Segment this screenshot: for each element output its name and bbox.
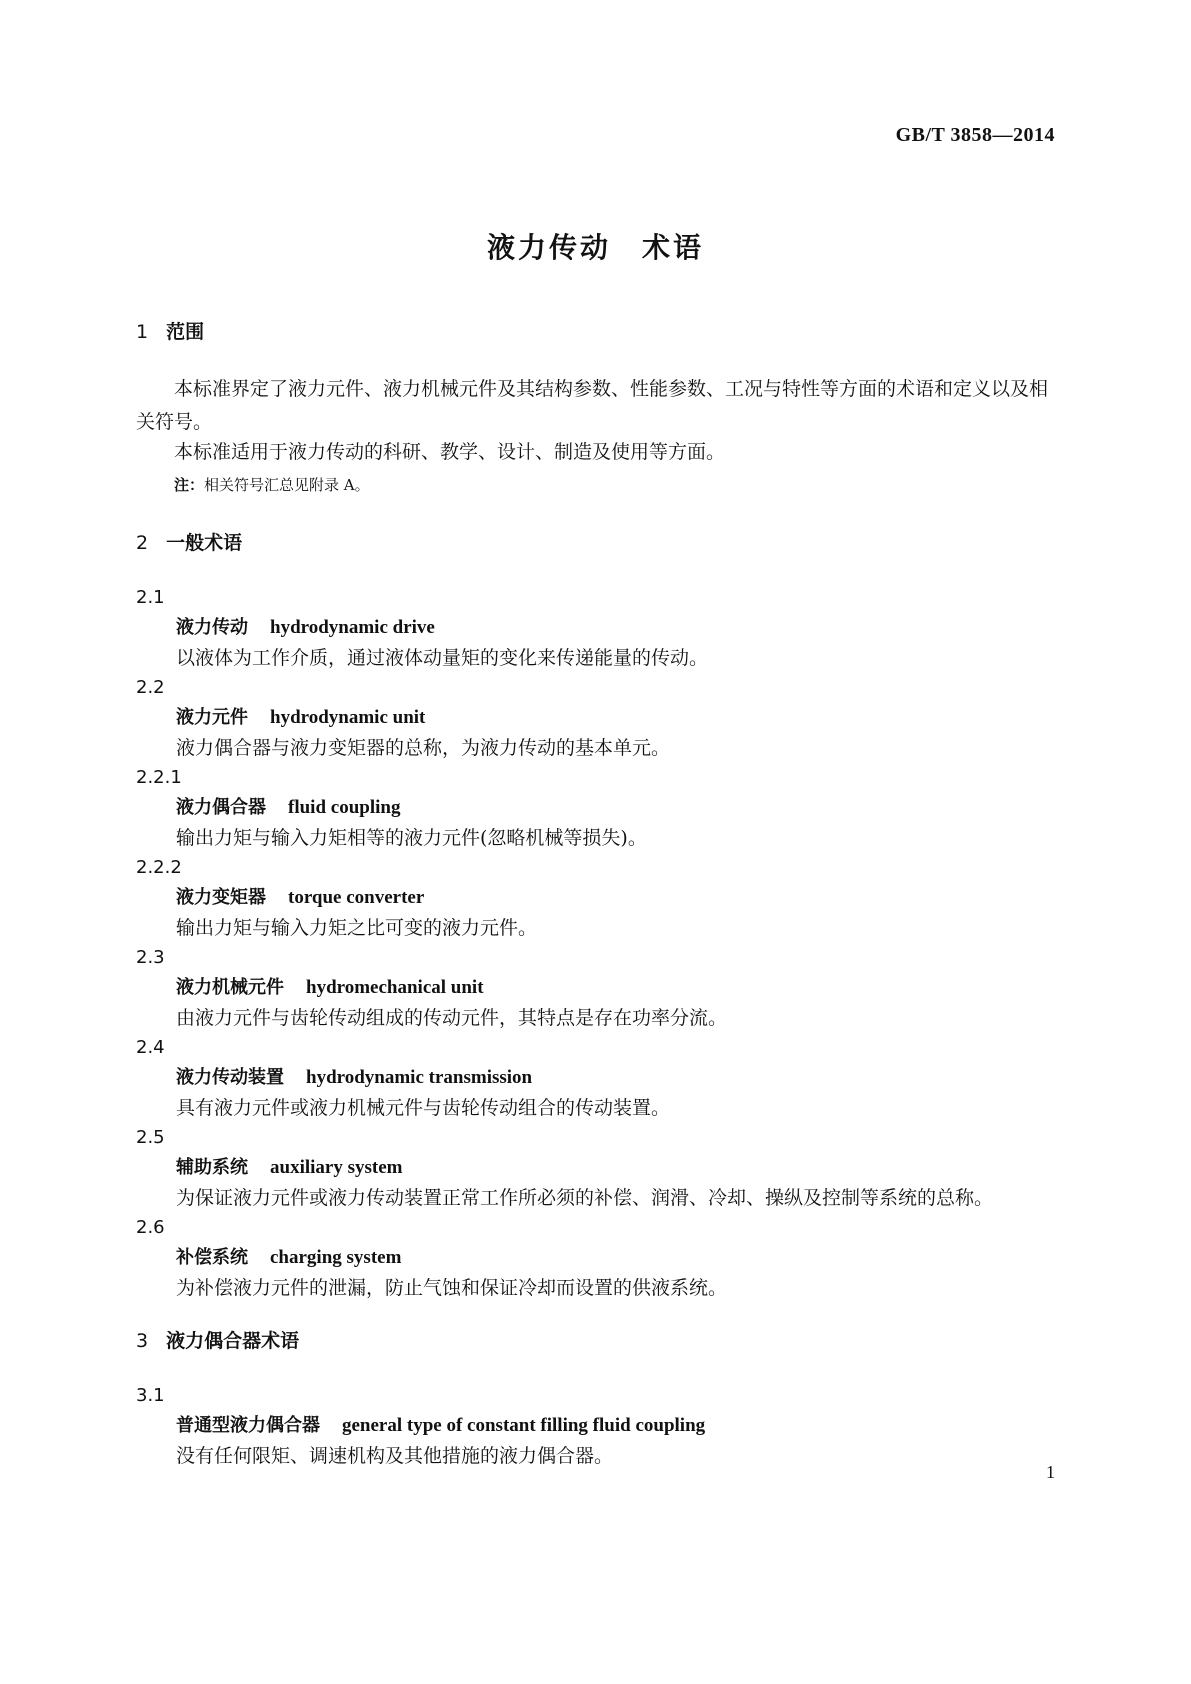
term-line <box>176 703 1056 733</box>
term-number: 2.5 <box>136 1127 165 1148</box>
term-entry <box>136 853 1056 943</box>
term-number: 2.6 <box>136 1217 165 1238</box>
term-line <box>176 883 1056 913</box>
term-chinese: 辅助系统 <box>176 1157 248 1178</box>
term-definition: 没有任何限矩、调速机构及其他措施的液力偶合器。 <box>176 1445 614 1467</box>
section-heading-fluid-coupling-terms <box>136 1327 1056 1355</box>
note-text: 相关符号汇总见附录 A。 <box>204 476 370 494</box>
term-entry <box>136 943 1056 1033</box>
term-entry <box>136 1033 1056 1123</box>
section-title: 一般术语 <box>166 532 243 554</box>
term-line <box>176 1063 1056 1093</box>
term-entry <box>136 583 1056 673</box>
term-english: hydrodynamic transmission <box>306 1067 533 1088</box>
term-line <box>176 613 1056 643</box>
term-chinese: 补偿系统 <box>176 1247 248 1268</box>
term-number: 2.2.1 <box>136 767 182 788</box>
term-number: 2.4 <box>136 1037 165 1058</box>
term-entry <box>136 673 1056 763</box>
term-chinese: 普通型液力偶合器 <box>176 1415 320 1436</box>
term-line <box>176 793 1056 823</box>
term-english: charging system <box>270 1247 402 1268</box>
term-number: 2.1 <box>136 587 165 608</box>
term-chinese: 液力机械元件 <box>176 977 284 998</box>
scope-paragraph: 本标准适用于液力传动的科研、教学、设计、制造及使用等方面。 <box>174 441 726 463</box>
term-definition: 输出力矩与输入力矩相等的液力元件(忽略机械等损失)。 <box>176 827 647 849</box>
note-label: 注： <box>174 476 205 494</box>
term-english: torque converter <box>288 887 425 908</box>
term-chinese: 液力元件 <box>176 707 248 728</box>
section-title: 范围 <box>166 321 205 343</box>
term-entry <box>136 1213 1056 1303</box>
term-number: 3.1 <box>136 1385 165 1406</box>
page-number: 1 <box>1046 1462 1055 1482</box>
term-line <box>176 1411 1056 1441</box>
term-english: hydrodynamic drive <box>270 617 435 638</box>
term-english: hydrodynamic unit <box>270 707 426 728</box>
section-number: 3 <box>136 1330 149 1352</box>
document-body <box>136 318 1056 1471</box>
term-definition: 输出力矩与输入力矩之比可变的液力元件。 <box>176 917 538 939</box>
term-definition: 由液力元件与齿轮传动组成的传动元件，其特点是存在功率分流。 <box>176 1007 728 1029</box>
term-number: 2.2.2 <box>136 857 182 878</box>
term-line <box>176 1243 1056 1273</box>
term-chinese: 液力偶合器 <box>176 797 266 818</box>
term-line <box>176 1153 1056 1183</box>
term-number: 2.2 <box>136 677 165 698</box>
term-definition: 液力偶合器与液力变矩器的总称，为液力传动的基本单元。 <box>176 737 671 759</box>
scope-paragraph: 本标准界定了液力元件、液力机械元件及其结构参数、性能参数、工况与特性等方面的术语和定义以及相关符号。 <box>136 378 1049 433</box>
section-number: 2 <box>136 532 149 554</box>
term-line <box>176 973 1056 1003</box>
document-title: 液力传动 术语 <box>486 231 704 264</box>
term-definition: 为保证液力元件或液力传动装置正常工作所必须的补偿、润滑、冷却、操纵及控制等系统的总称。 <box>176 1187 994 1209</box>
section-number: 1 <box>136 321 149 343</box>
section-title: 液力偶合器术语 <box>166 1330 300 1352</box>
term-number: 2.3 <box>136 947 165 968</box>
note <box>174 471 1056 499</box>
term-definition: 具有液力元件或液力机械元件与齿轮传动组合的传动装置。 <box>176 1097 671 1119</box>
section-heading-general-terms <box>136 529 1056 557</box>
term-entry <box>136 1381 1056 1471</box>
term-english: fluid coupling <box>288 797 401 818</box>
term-english: general type of constant filling fluid coupling <box>342 1415 706 1436</box>
standard-code: GB/T 3858—2014 <box>895 124 1055 146</box>
section-heading-scope <box>136 318 1056 346</box>
term-definition: 以液体为工作介质，通过液体动量矩的变化来传递能量的传动。 <box>176 647 709 669</box>
term-chinese: 液力变矩器 <box>176 887 266 908</box>
term-entry <box>136 763 1056 853</box>
term-english: hydromechanical unit <box>306 977 484 998</box>
term-definition: 为补偿液力元件的泄漏，防止气蚀和保证冷却而设置的供液系统。 <box>176 1277 728 1299</box>
term-entry <box>136 1123 1056 1213</box>
term-english: auxiliary system <box>270 1157 403 1178</box>
term-chinese: 液力传动 <box>176 617 248 638</box>
term-chinese: 液力传动装置 <box>176 1067 284 1088</box>
